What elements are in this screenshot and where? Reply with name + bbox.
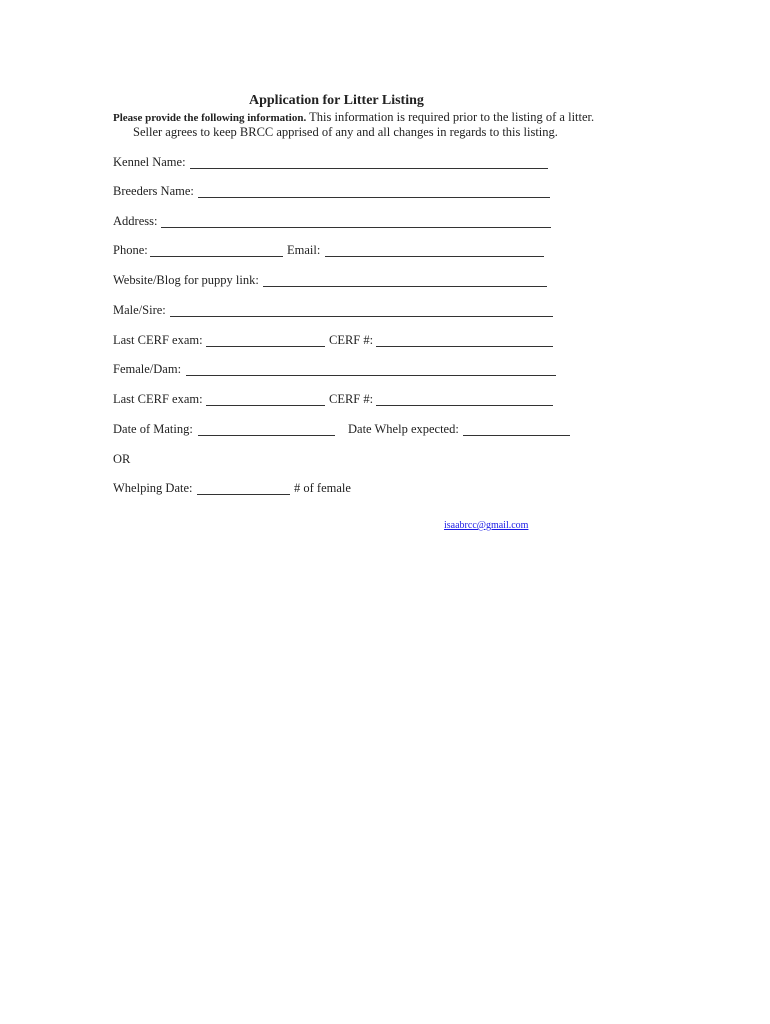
date-whelp-expected-label: Date Whelp expected: xyxy=(348,422,459,436)
intro-text: This information is required prior to the listing of a litter. xyxy=(306,110,595,124)
address-label: Address: xyxy=(113,214,158,228)
dam-cerf-number-field[interactable] xyxy=(376,405,553,406)
date-of-mating-label: Date of Mating: xyxy=(113,422,193,436)
dam-last-cerf-exam-label: Last CERF exam: xyxy=(113,392,203,406)
female-dam-label: Female/Dam: xyxy=(113,362,182,376)
sire-last-cerf-exam-label: Last CERF exam: xyxy=(113,333,203,347)
date-whelp-expected-field[interactable] xyxy=(463,435,570,436)
breeders-name-field[interactable] xyxy=(198,197,550,198)
num-of-female-label: # of female xyxy=(294,481,351,495)
date-of-mating-field[interactable] xyxy=(198,435,335,436)
dam-last-cerf-exam-field[interactable] xyxy=(206,405,325,406)
kennel-name-label: Kennel Name: xyxy=(113,155,186,169)
kennel-name-field[interactable] xyxy=(190,168,548,169)
or-separator: OR xyxy=(113,452,131,466)
whelping-date-label: Whelping Date: xyxy=(113,481,193,495)
whelping-date-field[interactable] xyxy=(197,494,290,495)
website-label: Website/Blog for puppy link: xyxy=(113,273,259,287)
male-sire-field[interactable] xyxy=(170,316,553,317)
breeders-name-label: Breeders Name: xyxy=(113,184,194,198)
contact-email-link[interactable]: isaabrcc@gmail.com xyxy=(444,520,529,531)
intro-line-2: Seller agrees to keep BRCC apprised of any and all changes in regards to this listing. xyxy=(133,125,558,139)
address-field[interactable] xyxy=(161,227,551,228)
female-dam-field[interactable] xyxy=(186,375,556,376)
dam-cerf-number-label: CERF #: xyxy=(329,392,374,406)
email-label: Email: xyxy=(287,243,321,257)
phone-label: Phone: xyxy=(113,243,148,257)
intro-bold-text: Please provide the following information. xyxy=(113,112,307,124)
sire-last-cerf-exam-field[interactable] xyxy=(206,346,325,347)
sire-cerf-number-label: CERF #: xyxy=(329,333,374,347)
website-field[interactable] xyxy=(263,286,547,287)
email-field[interactable] xyxy=(325,256,544,257)
phone-field[interactable] xyxy=(150,256,283,257)
document-title: Application for Litter Listing xyxy=(249,93,424,108)
male-sire-label: Male/Sire: xyxy=(113,303,166,317)
intro-line-1 xyxy=(113,110,594,125)
sire-cerf-number-field[interactable] xyxy=(376,346,553,347)
